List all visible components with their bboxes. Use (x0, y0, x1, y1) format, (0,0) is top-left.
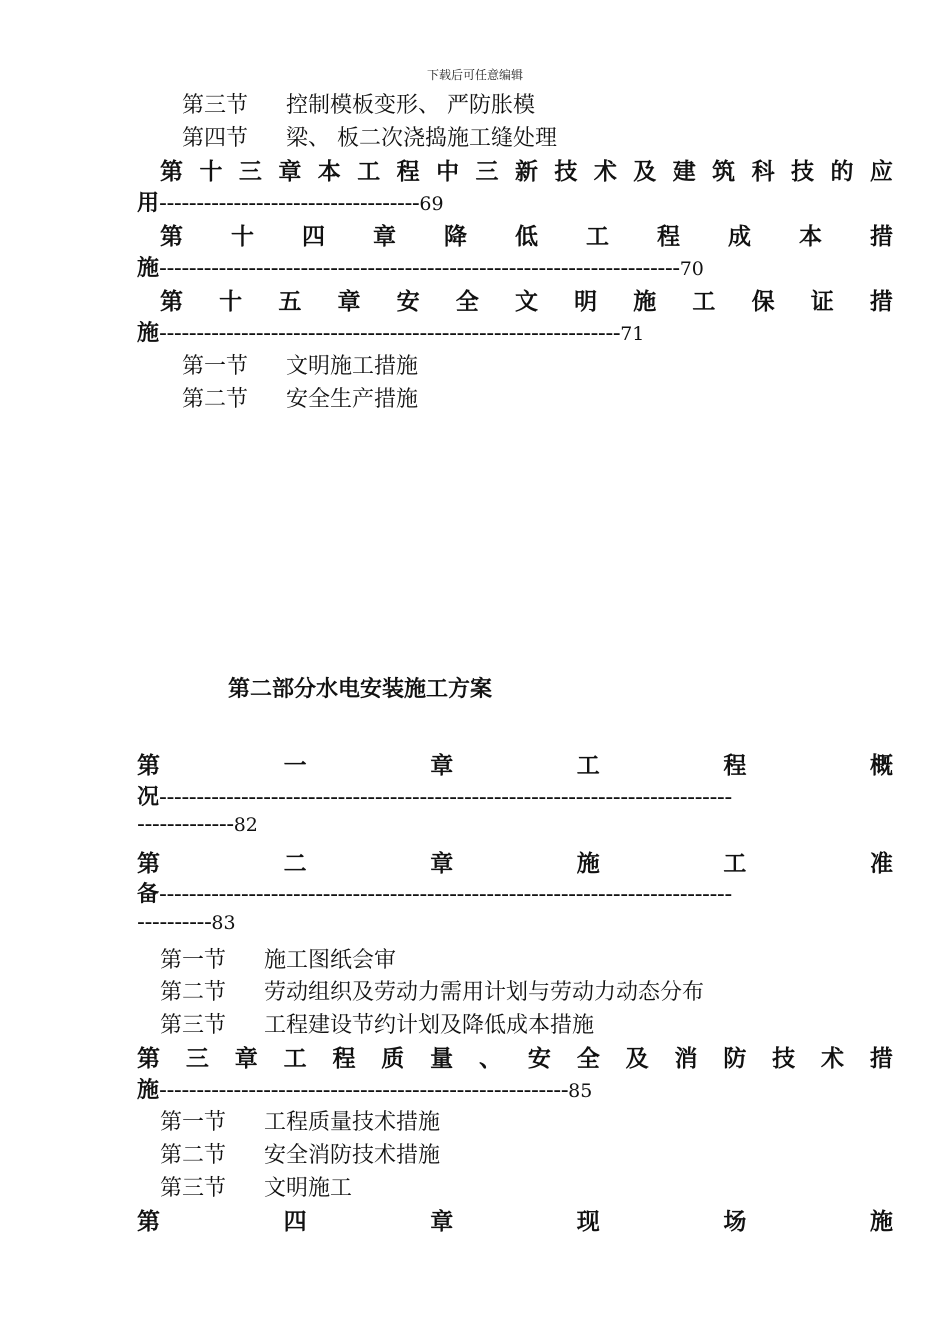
toc-section[interactable] (160, 1138, 440, 1169)
toc-chapter-continuation[interactable] (137, 910, 893, 935)
toc-section[interactable] (160, 1105, 440, 1136)
heading-char: 第 (137, 753, 160, 779)
heading-char: 中 (436, 159, 460, 185)
heading-char: 消 (674, 1046, 698, 1072)
heading-char: 现 (576, 1209, 600, 1235)
heading-char: 保 (751, 289, 775, 315)
continuation-char: 用 (137, 191, 160, 216)
heading-char: 四 (283, 1209, 307, 1235)
heading-char: 施 (869, 1209, 893, 1235)
section-label: 第二节 (160, 980, 227, 1005)
heading-char: 措 (869, 1046, 893, 1072)
page-number: 83 (211, 912, 236, 934)
section-label: 第三节 (160, 1013, 227, 1038)
heading-char: 本 (799, 224, 822, 250)
heading-char: 应 (869, 159, 893, 185)
heading-char: 安 (527, 1046, 551, 1072)
section-label: 第二节 (160, 1143, 227, 1168)
heading-char: 三 (185, 1046, 209, 1072)
toc-chapter-continuation[interactable] (137, 780, 893, 811)
heading-char: 十 (199, 159, 223, 185)
toc-chapter-heading[interactable] (160, 218, 893, 251)
heading-char: 章 (430, 753, 454, 779)
heading-char: 第 (160, 159, 183, 185)
toc-chapter-heading[interactable] (137, 845, 893, 878)
toc-section[interactable] (160, 1008, 594, 1039)
toc-section[interactable] (182, 121, 557, 152)
heading-char: 证 (810, 289, 834, 315)
heading-char: 全 (455, 289, 479, 315)
toc-chapter-heading[interactable] (160, 283, 893, 316)
heading-char: 术 (593, 159, 617, 185)
toc-section[interactable] (182, 349, 418, 380)
heading-char: 新 (514, 159, 538, 185)
leader-dashes: ----------------------------------------------------------------------------- (159, 785, 732, 810)
section-title: 文明施工 (264, 1176, 353, 1201)
heading-char: 筑 (712, 159, 736, 185)
heading-char: 十 (219, 289, 243, 315)
leader-dashes: -------------------------------------------------------------- (159, 321, 621, 346)
continuation-char: 施 (137, 1078, 160, 1103)
toc-chapter-continuation[interactable] (137, 186, 893, 217)
section-label: 第一节 (160, 948, 227, 973)
heading-char: 的 (830, 159, 854, 185)
heading-char: 工 (576, 753, 600, 779)
heading-char: 全 (576, 1046, 600, 1072)
heading-char: 、 (479, 1046, 503, 1072)
heading-char: 施 (576, 851, 600, 877)
page-number: 85 (568, 1080, 593, 1102)
toc-chapter-continuation[interactable] (137, 316, 893, 347)
section-title: 工程建设节约计划及降低成本措施 (264, 1013, 595, 1038)
heading-char: 低 (515, 224, 538, 250)
heading-char: 四 (302, 224, 325, 250)
leader-dashes: ----------------------------------------------------------------------------- (159, 882, 732, 907)
heading-char: 章 (278, 159, 302, 185)
section-label: 第三节 (182, 93, 249, 118)
toc-section[interactable] (160, 1171, 352, 1202)
heading-char: 场 (723, 1209, 747, 1235)
heading-char: 本 (317, 159, 341, 185)
heading-char: 安 (396, 289, 420, 315)
section-label: 第四节 (182, 126, 249, 151)
heading-char: 明 (574, 289, 598, 315)
heading-char: 措 (870, 224, 893, 250)
heading-char: 成 (728, 224, 751, 250)
heading-char: 章 (234, 1046, 258, 1072)
heading-char: 工 (692, 289, 716, 315)
toc-chapter-continuation[interactable] (137, 812, 893, 837)
continuation-char: 施 (137, 321, 160, 346)
toc-chapter-heading[interactable] (137, 1203, 893, 1236)
leader-dashes: ---------- (137, 910, 212, 935)
toc-chapter-continuation[interactable] (137, 251, 893, 282)
heading-char: 术 (821, 1046, 845, 1072)
section-title: 安全消防技术措施 (264, 1143, 441, 1168)
toc-section[interactable] (182, 88, 535, 119)
heading-char: 第 (160, 289, 183, 315)
page-number: 82 (233, 814, 258, 836)
heading-char: 二 (283, 851, 307, 877)
heading-char: 科 (751, 159, 775, 185)
part-title: 第二部分水电安装施工方案 (228, 677, 493, 702)
section-title: 工程质量技术措施 (264, 1110, 441, 1135)
heading-char: 章 (430, 1209, 454, 1235)
page-number: 70 (679, 258, 704, 280)
page-number: 71 (620, 323, 645, 345)
heading-char: 概 (869, 753, 893, 779)
heading-char: 及 (633, 159, 657, 185)
page-number: 69 (419, 193, 444, 215)
section-title: 施工图纸会审 (264, 948, 397, 973)
section-label: 第一节 (182, 354, 249, 379)
toc-chapter-heading[interactable] (137, 1040, 893, 1073)
heading-char: 措 (869, 289, 893, 315)
toc-chapter-continuation[interactable] (137, 877, 893, 908)
continuation-char: 备 (137, 882, 160, 907)
section-title: 梁、 板二次浇捣施工缝处理 (286, 126, 557, 151)
toc-section[interactable] (160, 943, 396, 974)
heading-char: 工 (723, 851, 747, 877)
heading-char: 章 (373, 224, 396, 250)
heading-char: 第 (137, 1209, 160, 1235)
header-note: 下载后可任意编辑 (426, 68, 523, 82)
heading-char: 降 (444, 224, 467, 250)
heading-char: 工 (357, 159, 381, 185)
heading-char: 程 (396, 159, 420, 185)
heading-char: 施 (633, 289, 657, 315)
section-title: 劳动组织及劳动力需用计划与劳动力动态分布 (264, 980, 705, 1005)
leader-dashes: ---------------------------------------------------------------------- (159, 256, 680, 281)
toc-section[interactable] (160, 975, 704, 1006)
heading-char: 文 (514, 289, 538, 315)
section-title: 文明施工措施 (286, 354, 419, 379)
section-title: 控制模板变形、 严防胀模 (286, 93, 535, 118)
heading-char: 章 (430, 851, 454, 877)
section-label: 第三节 (160, 1176, 227, 1201)
toc-chapter-continuation[interactable] (137, 1073, 893, 1104)
heading-char: 及 (625, 1046, 649, 1072)
heading-char: 技 (554, 159, 578, 185)
heading-char: 程 (723, 753, 747, 779)
heading-char: 工 (283, 1046, 307, 1072)
heading-char: 章 (337, 289, 361, 315)
heading-char: 第 (160, 224, 183, 250)
continuation-char: 施 (137, 256, 160, 281)
heading-char: 防 (723, 1046, 747, 1072)
heading-char: 第 (137, 851, 160, 877)
heading-char: 工 (586, 224, 609, 250)
heading-char: 五 (278, 289, 302, 315)
heading-char: 技 (772, 1046, 796, 1072)
heading-char: 程 (332, 1046, 356, 1072)
toc-section[interactable] (182, 382, 418, 413)
heading-char: 技 (791, 159, 814, 185)
section-title: 安全生产措施 (286, 387, 419, 412)
heading-char: 一 (283, 753, 307, 779)
heading-char: 程 (657, 224, 680, 250)
heading-char: 第 (137, 1046, 160, 1072)
toc-chapter-heading[interactable] (160, 153, 893, 186)
heading-char: 三 (238, 159, 262, 185)
section-label: 第二节 (182, 387, 249, 412)
heading-char: 准 (869, 851, 893, 877)
leader-dashes: ------------- (137, 812, 234, 837)
section-label: 第一节 (160, 1110, 227, 1135)
heading-char: 建 (672, 159, 696, 185)
leader-dashes: ----------------------------------- (159, 191, 420, 216)
heading-char: 量 (430, 1046, 454, 1072)
leader-dashes: ------------------------------------------------------- (159, 1078, 569, 1103)
continuation-char: 况 (137, 785, 160, 810)
heading-char: 十 (231, 224, 254, 250)
heading-char: 三 (475, 159, 499, 185)
heading-char: 质 (381, 1046, 405, 1072)
toc-chapter-heading[interactable] (137, 747, 893, 780)
